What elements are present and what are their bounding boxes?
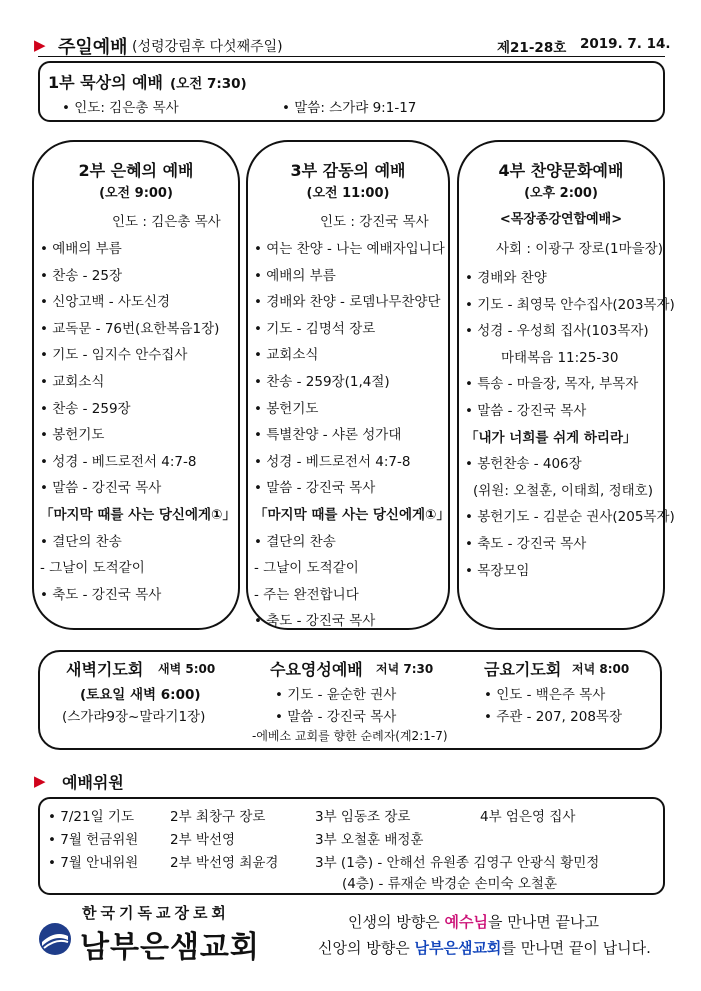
- service1-title: 1부 묵상의 예배: [48, 73, 164, 92]
- service3-order-item: • 봉헌기도: [254, 400, 319, 417]
- slogan2-prefix: 신앙의 방향은: [318, 939, 415, 957]
- service4-order-item: • 기도 - 최영묵 안수집사(203목자): [465, 296, 675, 313]
- service1-sermon: • 말씀: 스가랴 9:1-17: [282, 100, 417, 116]
- service2-order-item: • 말씀 - 강진국 목사: [40, 480, 162, 497]
- service2-order-item: • 봉헌기도: [40, 427, 105, 444]
- service2-order-item: • 찬송 - 259장: [40, 400, 131, 417]
- service4-order-item: • 봉헌기도 - 김분순 권사(205목자): [465, 509, 675, 526]
- fri-host: • 주관 - 207, 208목장: [484, 709, 622, 725]
- church-name: 남부은샘교회: [80, 930, 260, 965]
- service3-order-item: • 교회소식: [254, 347, 319, 364]
- committee-label-cell: • 7월 안내위원: [48, 855, 139, 871]
- fri-leader: • 인도 - 백은주 목사: [484, 687, 606, 703]
- service2-order-item: • 축도 - 강진국 목사: [40, 586, 162, 603]
- service4-order-item: • 목장모임: [465, 562, 530, 579]
- slogan1-suffix: 을 만나면 끝나고: [487, 913, 599, 931]
- service2-order-item: • 찬송 - 25장: [40, 267, 123, 284]
- service2-title: 2부 은혜의 예배: [78, 161, 194, 180]
- service3-order-item: • 축도 - 강진국 목사: [254, 613, 376, 630]
- service4-time: (오후 2:00): [524, 186, 598, 201]
- committee-row4: (4층) - 류재순 박경순 손미숙 오철훈: [342, 876, 557, 892]
- slogan1-prefix: 인생의 방향은: [348, 913, 445, 931]
- page-title: 주일예배: [58, 37, 128, 58]
- service4-subtitle: <목장종강연합예배>: [499, 212, 623, 227]
- service2-order-item: • 성경 - 베드로전서 4:7-8: [40, 453, 197, 470]
- slogan2-suffix: 를 만나면 끝이 납니다.: [501, 939, 651, 957]
- service3-order-item: • 결단의 찬송: [254, 533, 336, 550]
- service4-order-item: • 특송 - 마을장, 목자, 부목자: [465, 376, 639, 393]
- committee-c3-cell: 3부 임동조 장로: [315, 809, 411, 825]
- dawn-time: 새벽 5:00: [158, 662, 216, 676]
- header-divider: [38, 56, 665, 57]
- dawn-title: 새벽기도회: [66, 660, 144, 679]
- service1-time: (오전 7:30): [170, 76, 247, 92]
- slogan1-highlight: 예수님: [444, 913, 488, 931]
- committee-c2-cell: 2부 박선영: [170, 832, 236, 848]
- fri-title: 금요기도회: [484, 660, 562, 679]
- service2-order-item: - 그날이 도적같이: [40, 560, 145, 577]
- wed-text: -에베소 교회를 향한 순례자(계2:1-7): [252, 729, 448, 743]
- committee-c3-cell: 3부 오철훈 배정훈: [315, 832, 424, 848]
- service4-leader: 사회 : 이광구 장로(1마을장): [496, 241, 663, 257]
- service4-order-item: • 축도 - 강진국 목사: [465, 536, 587, 552]
- committee-c2-cell: 2부 최창구 장로: [170, 809, 266, 825]
- denomination-name: 한국기독교장로회: [82, 904, 230, 922]
- service3-order-item: • 기도 - 김명석 장로: [254, 320, 376, 337]
- dawn-saturday: (토요일 새벽 6:00): [80, 687, 201, 703]
- committee-c3-cell: 3부 (1층) - 안해선 유원종 김영구 안광식 황민정: [315, 855, 600, 871]
- service4-order-item: • 봉헌찬송 - 406장: [465, 456, 582, 473]
- service3-order-item: • 여는 찬양 - 나는 예배자입니다: [254, 241, 445, 257]
- wed-time: 저녁 7:30: [376, 662, 434, 676]
- service2-order-item: • 결단의 찬송: [40, 533, 122, 550]
- service3-order-item: • 경배와 찬양 - 로뎀나무찬양단: [254, 294, 441, 311]
- service3-time: (오전 11:00): [306, 186, 390, 201]
- service2-order-item: • 기도 - 임지수 안수집사: [40, 347, 188, 364]
- service4-order-item: • 경배와 찬양: [465, 270, 547, 286]
- fri-time: 저녁 8:00: [572, 662, 630, 676]
- service3-leader: 인도 : 강진국 목사: [320, 214, 429, 230]
- service4-order-item: • 성경 - 우성희 집사(103목자): [465, 323, 649, 340]
- service4-title: 4부 찬양문화예배: [498, 161, 624, 180]
- committee-c4-cell: 4부 엄은영 집사: [480, 809, 576, 825]
- committee-title: 예배위원: [62, 773, 124, 792]
- service2-order-item: 「마지막 때를 사는 당신에게①」: [40, 507, 236, 523]
- service3-order-item: • 찬송 - 259장(1,4절): [254, 374, 390, 390]
- page-subtitle: (성령강림후 다섯째주일): [132, 39, 283, 55]
- service3-order-item: 「마지막 때를 사는 당신에게①」: [254, 507, 450, 523]
- issue-number: 제21-28호: [497, 40, 567, 56]
- service3-title: 3부 감동의 예배: [290, 161, 406, 180]
- committee-triangle-icon: ▶: [34, 772, 46, 790]
- service2-order-item: • 신앙고백 - 사도신경: [40, 294, 171, 311]
- service4-order-item: 마태복음 11:25-30: [501, 349, 619, 366]
- wed-leader: • 기도 - 윤순한 권사: [275, 687, 397, 703]
- service2-order-item: • 예배의 부름: [40, 241, 122, 257]
- slogan-line1: [348, 911, 599, 932]
- wed-title: 수요영성예배: [270, 660, 363, 679]
- service3-order-item: • 말씀 - 강진국 목사: [254, 480, 376, 497]
- slogan-line2: [318, 937, 651, 958]
- church-logo-icon: [38, 922, 72, 956]
- service2-leader: 인도 : 김은총 목사: [112, 214, 221, 230]
- service4-order-item: 「내가 너희를 쉬게 하리라」: [465, 429, 637, 446]
- service1-leader: • 인도: 김은총 목사: [62, 100, 179, 116]
- header-triangle-icon: ▶: [34, 36, 46, 54]
- service2-time: (오전 9:00): [99, 186, 173, 201]
- committee-label-cell: • 7월 헌금위원: [48, 832, 139, 848]
- service4-order-item: • 말씀 - 강진국 목사: [465, 403, 587, 419]
- service3-order-item: - 주는 완전합니다: [254, 586, 359, 603]
- dawn-text: (스가랴9장~말라기1장): [62, 709, 206, 725]
- service3-order-item: • 성경 - 베드로전서 4:7-8: [254, 453, 411, 470]
- committee-label-cell: • 7/21일 기도: [48, 809, 134, 825]
- service2-order-item: • 교회소식: [40, 374, 105, 390]
- service3-order-item: • 특별찬양 - 샤론 성가대: [254, 427, 402, 444]
- bulletin-date: 2019. 7. 14.: [580, 36, 671, 52]
- service2-order-item: • 교독문 - 76번(요한복음1장): [40, 320, 220, 337]
- service4-order-item: (위원: 오철훈, 이태희, 정태호): [473, 482, 653, 499]
- service3-order-item: - 그날이 도적같이: [254, 560, 359, 577]
- committee-c2-cell: 2부 박선영 최윤경: [170, 855, 279, 871]
- service3-order-item: • 예배의 부름: [254, 267, 336, 284]
- slogan2-highlight: 남부은샘교회: [414, 939, 502, 957]
- wed-sermon: • 말씀 - 강진국 목사: [275, 709, 397, 725]
